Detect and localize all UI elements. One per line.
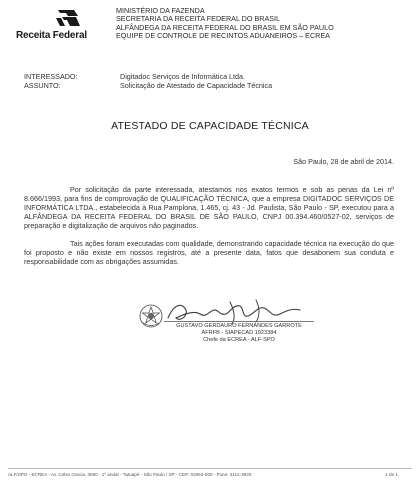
signature-block <box>164 321 314 344</box>
logo-text: Receita Federal <box>16 30 87 41</box>
receita-federal-logo <box>14 8 124 44</box>
assunto-label: ASSUNTO: <box>24 81 61 90</box>
body-paragraph: Tais ações foram executadas com qualidade, demonstrando capacidade técnica na execução do que foi proposto e não existe em nossos registros, até a presente data, fatos que desabonem sua conduta e responsabilidade com as obrigações assumidas. <box>24 239 394 266</box>
assunto-value: Solicitação de Atestado de Capacidade Técnica <box>120 81 273 90</box>
assunto-row <box>24 81 404 90</box>
footer-divider <box>8 468 412 469</box>
header-line: MINISTÉRIO DA FAZENDA <box>116 6 205 15</box>
document-meta <box>24 72 404 90</box>
signatory-name: GUSTAVO GERDAURO FERNANDES GARROTE <box>164 321 314 330</box>
receita-federal-emblem-icon <box>54 8 82 28</box>
interessado-label: INTERESSADO: <box>24 72 78 81</box>
signatory-role: Chefe da ECREA - ALF-SPO <box>203 337 275 343</box>
header-lines <box>116 7 416 41</box>
header-line: ALFÂNDEGA DA RECEITA FEDERAL DO BRASIL EM SÃO PAULO <box>116 22 334 32</box>
document-body <box>24 185 394 275</box>
signatory-registration: AFRFB - SIAPECAD 1923384 <box>201 330 277 336</box>
document-title: ATESTADO DE CAPACIDADE TÉCNICA <box>111 120 309 132</box>
interessado-value: Digitadoc Serviços de Informática Ltda. <box>120 72 246 81</box>
body-paragraph: Por solicitação da parte interessada, atestamos nos exatos termos e sob as penas da Lei nº 8.666/1993, para fins de comprovação de QUALIFICAÇÃO TÉCNICA, que a empresa DIGITADOC SERVIÇOS DE INFORMÁTICA LTDA., estabelecida à Rua Pamplona, 1.465, cj. 43 - Jd. Paulista, São Paulo - SP, executou para a ALFÂNDEGA DA RECEITA FEDERAL DO BRASIL DE SÃO PAULO, CNPJ 00.394.460/0527-02, serviços de preparação e digitalização de arquivos não paginados. <box>24 185 394 230</box>
header-line: SECRETARIA DA RECEITA FEDERAL DO BRASIL <box>116 14 281 24</box>
header-line: EQUIPE DE CONTROLE DE RECINTOS ADUANEIROS – ECREA <box>116 31 330 41</box>
document-date: São Paulo, 28 de abril de 2014. <box>293 157 394 166</box>
interessado-row <box>24 72 404 81</box>
page-number: 1 de 1 <box>385 472 398 477</box>
footer-address: ALF/SPO - ECREA - Av. Celso Garcia, 3580 - 1º andar - Tatuapé - São Paulo / SP - CEP: 03064-000 - Fone: 2112-3920 <box>8 472 252 477</box>
